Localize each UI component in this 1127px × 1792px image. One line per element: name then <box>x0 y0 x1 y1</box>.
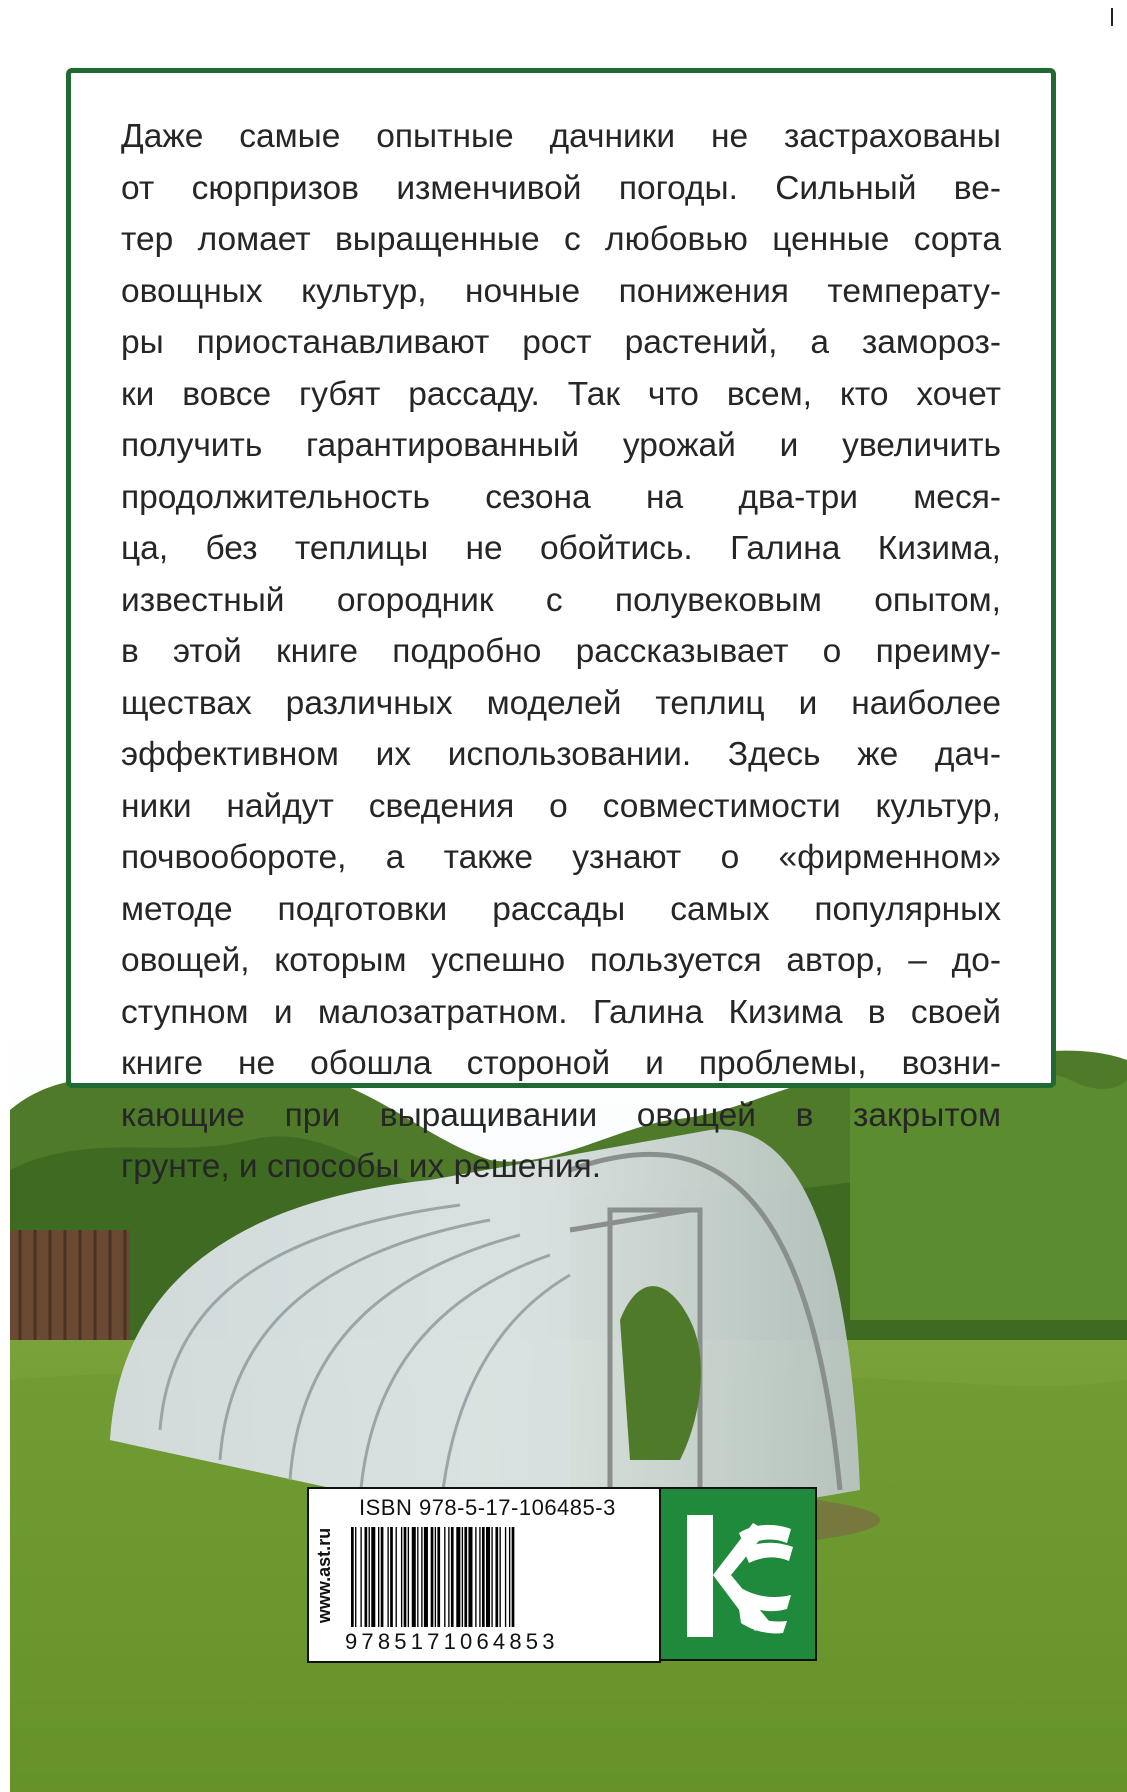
description-line: известный огородник с полувековым опытом, <box>121 581 1001 619</box>
publisher-website <box>311 1493 339 1657</box>
description-line: эффективном их использовании. Здесь же дач- <box>121 736 1001 773</box>
publisher-logo <box>659 1487 817 1661</box>
description-line: ки вовсе губят рассаду. Так что всем, кто хочет <box>121 375 1001 413</box>
description-line: тер ломает выращенные с любовью ценные сорта <box>121 221 1001 258</box>
description-line: Даже самые опытные дачники не застрахованы <box>121 118 1001 155</box>
crop-mark <box>1111 8 1113 26</box>
description-line: грунте, и способы их решения. <box>121 1148 602 1185</box>
description-line: ца, без теплицы не обойтись. Галина Кизима, <box>121 530 1001 567</box>
description-line: овощных культур, ночные понижения температу- <box>121 272 1001 310</box>
description-line: овощей, которым успешно пользуется автор, – до- <box>121 942 1001 979</box>
description-line: ступном и малозатратном. Галина Кизима в своей <box>121 993 1001 1031</box>
description-line: книге не обошла стороной и проблемы, возни- <box>121 1045 1001 1082</box>
description-line: ры приостанавливают рост растений, а замороз- <box>121 324 1001 361</box>
description-line: ществах различных моделей теплиц и наиболее <box>121 684 1001 722</box>
barcode-digits: 9785171064853 <box>345 1629 559 1654</box>
isbn-number: ISBN 978-5-17-106485-3 <box>359 1495 616 1520</box>
description-line: получить гарантированный урожай и увеличить <box>121 427 1001 464</box>
description-line: продолжительность сезона на два-три меся- <box>121 478 1001 516</box>
description-line: от сюрпризов изменчивой погоды. Сильный ве- <box>121 169 1001 207</box>
description-line: в этой книге подробно рассказывает о преиму- <box>121 633 1001 670</box>
publisher-website-text: www.ast.ru <box>314 1527 335 1623</box>
description-line: методе подготовки рассады самых популярных <box>121 890 1001 928</box>
barcode <box>351 1527 651 1631</box>
isbn-barcode-block <box>307 1487 661 1663</box>
publisher-k-book-logo-icon <box>683 1509 797 1643</box>
book-description <box>121 111 1001 1193</box>
description-panel <box>66 68 1056 1185</box>
description-line: ники найдут сведения о совместимости культур, <box>121 787 1001 825</box>
description-line: почвообороте, а также узнают о «фирменном» <box>121 839 1001 876</box>
description-line: кающие при выращивании овощей в закрытом <box>121 1096 1001 1134</box>
